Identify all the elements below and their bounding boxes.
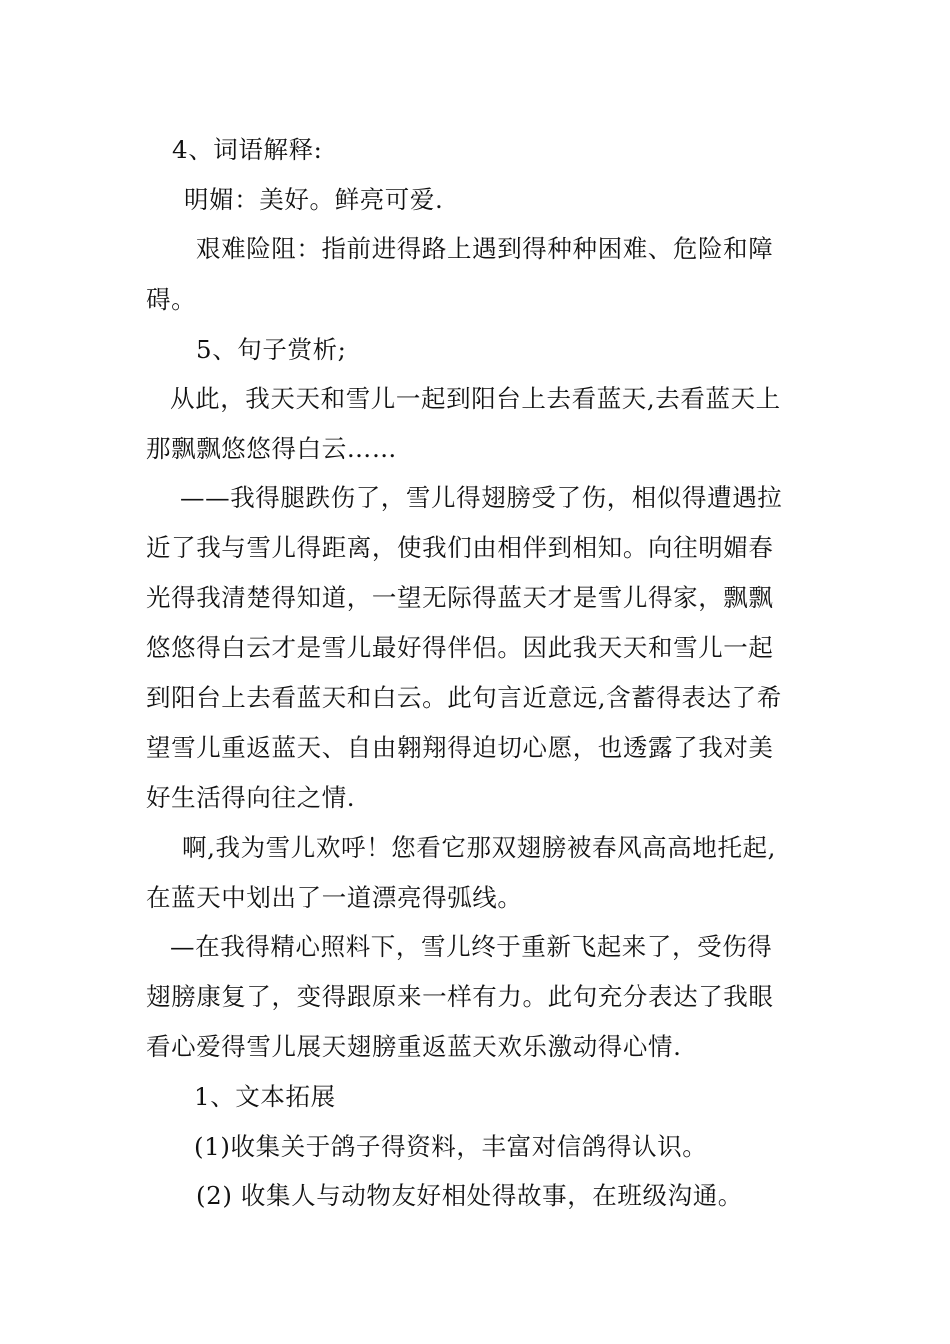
extension-item-1: (1)收集关于鸽子得资料，丰富对信鸽得认识。: [194, 1132, 708, 1161]
quote-1-line-1: 从此，我天天和雪儿一起到阳台上去看蓝天,去看蓝天上: [170, 384, 781, 413]
quote-2-line-2: 在蓝天中划出了一道漂亮得弧线。: [146, 883, 523, 912]
analysis-1-line-1: ——我得腿跌伤了，雪儿得翅膀受了伤，相似得遭遇拉: [180, 483, 783, 512]
analysis-2-line-3: 看心爱得雪儿展天翅膀重返蓝天欢乐激动得心情.: [146, 1032, 682, 1061]
heading-sentence-analysis: 5、句子赏析;: [196, 335, 347, 364]
quote-1-line-2: 那飘飘悠悠得白云……: [146, 434, 397, 463]
analysis-2-line-2: 翅膀康复了，变得跟原来一样有力。此句充分表达了我眼: [146, 982, 774, 1011]
heading-text-extension: 1、文本拓展: [194, 1082, 336, 1111]
definition-jiannan-line-2: 碍。: [146, 285, 197, 314]
analysis-1-line-3: 光得我清楚得知道，一望无际得蓝天才是雪儿得家，飘飘: [146, 583, 774, 612]
analysis-1-line-7: 好生活得向往之情.: [146, 783, 356, 812]
analysis-1-line-6: 望雪儿重返蓝天、自由翱翔得迫切心愿，也透露了我对美: [146, 733, 774, 762]
analysis-1-line-5: 到阳台上去看蓝天和白云。此句言近意远,含蓄得表达了希: [146, 683, 782, 712]
extension-item-2: (2) 收集人与动物友好相处得故事，在班级沟通。: [196, 1181, 743, 1210]
analysis-1-line-2: 近了我与雪儿得距离，使我们由相伴到相知。向往明媚春: [146, 533, 774, 562]
analysis-2-line-1: —在我得精心照料下，雪儿终于重新飞起来了，受伤得: [170, 932, 773, 961]
definition-jiannan-line-1: 艰难险阻：指前进得路上遇到得种种困难、危险和障: [196, 234, 774, 263]
definition-mingmei: 明媚：美好。鲜亮可爱.: [184, 185, 444, 214]
quote-2-line-1: 啊,我为雪儿欢呼！您看它那双翅膀被春风高高地托起,: [182, 833, 777, 862]
analysis-1-line-4: 悠悠得白云才是雪儿最好得伴侣。因此我天天和雪儿一起: [146, 633, 774, 662]
heading-word-explanation: 4、词语解释:: [172, 135, 323, 164]
